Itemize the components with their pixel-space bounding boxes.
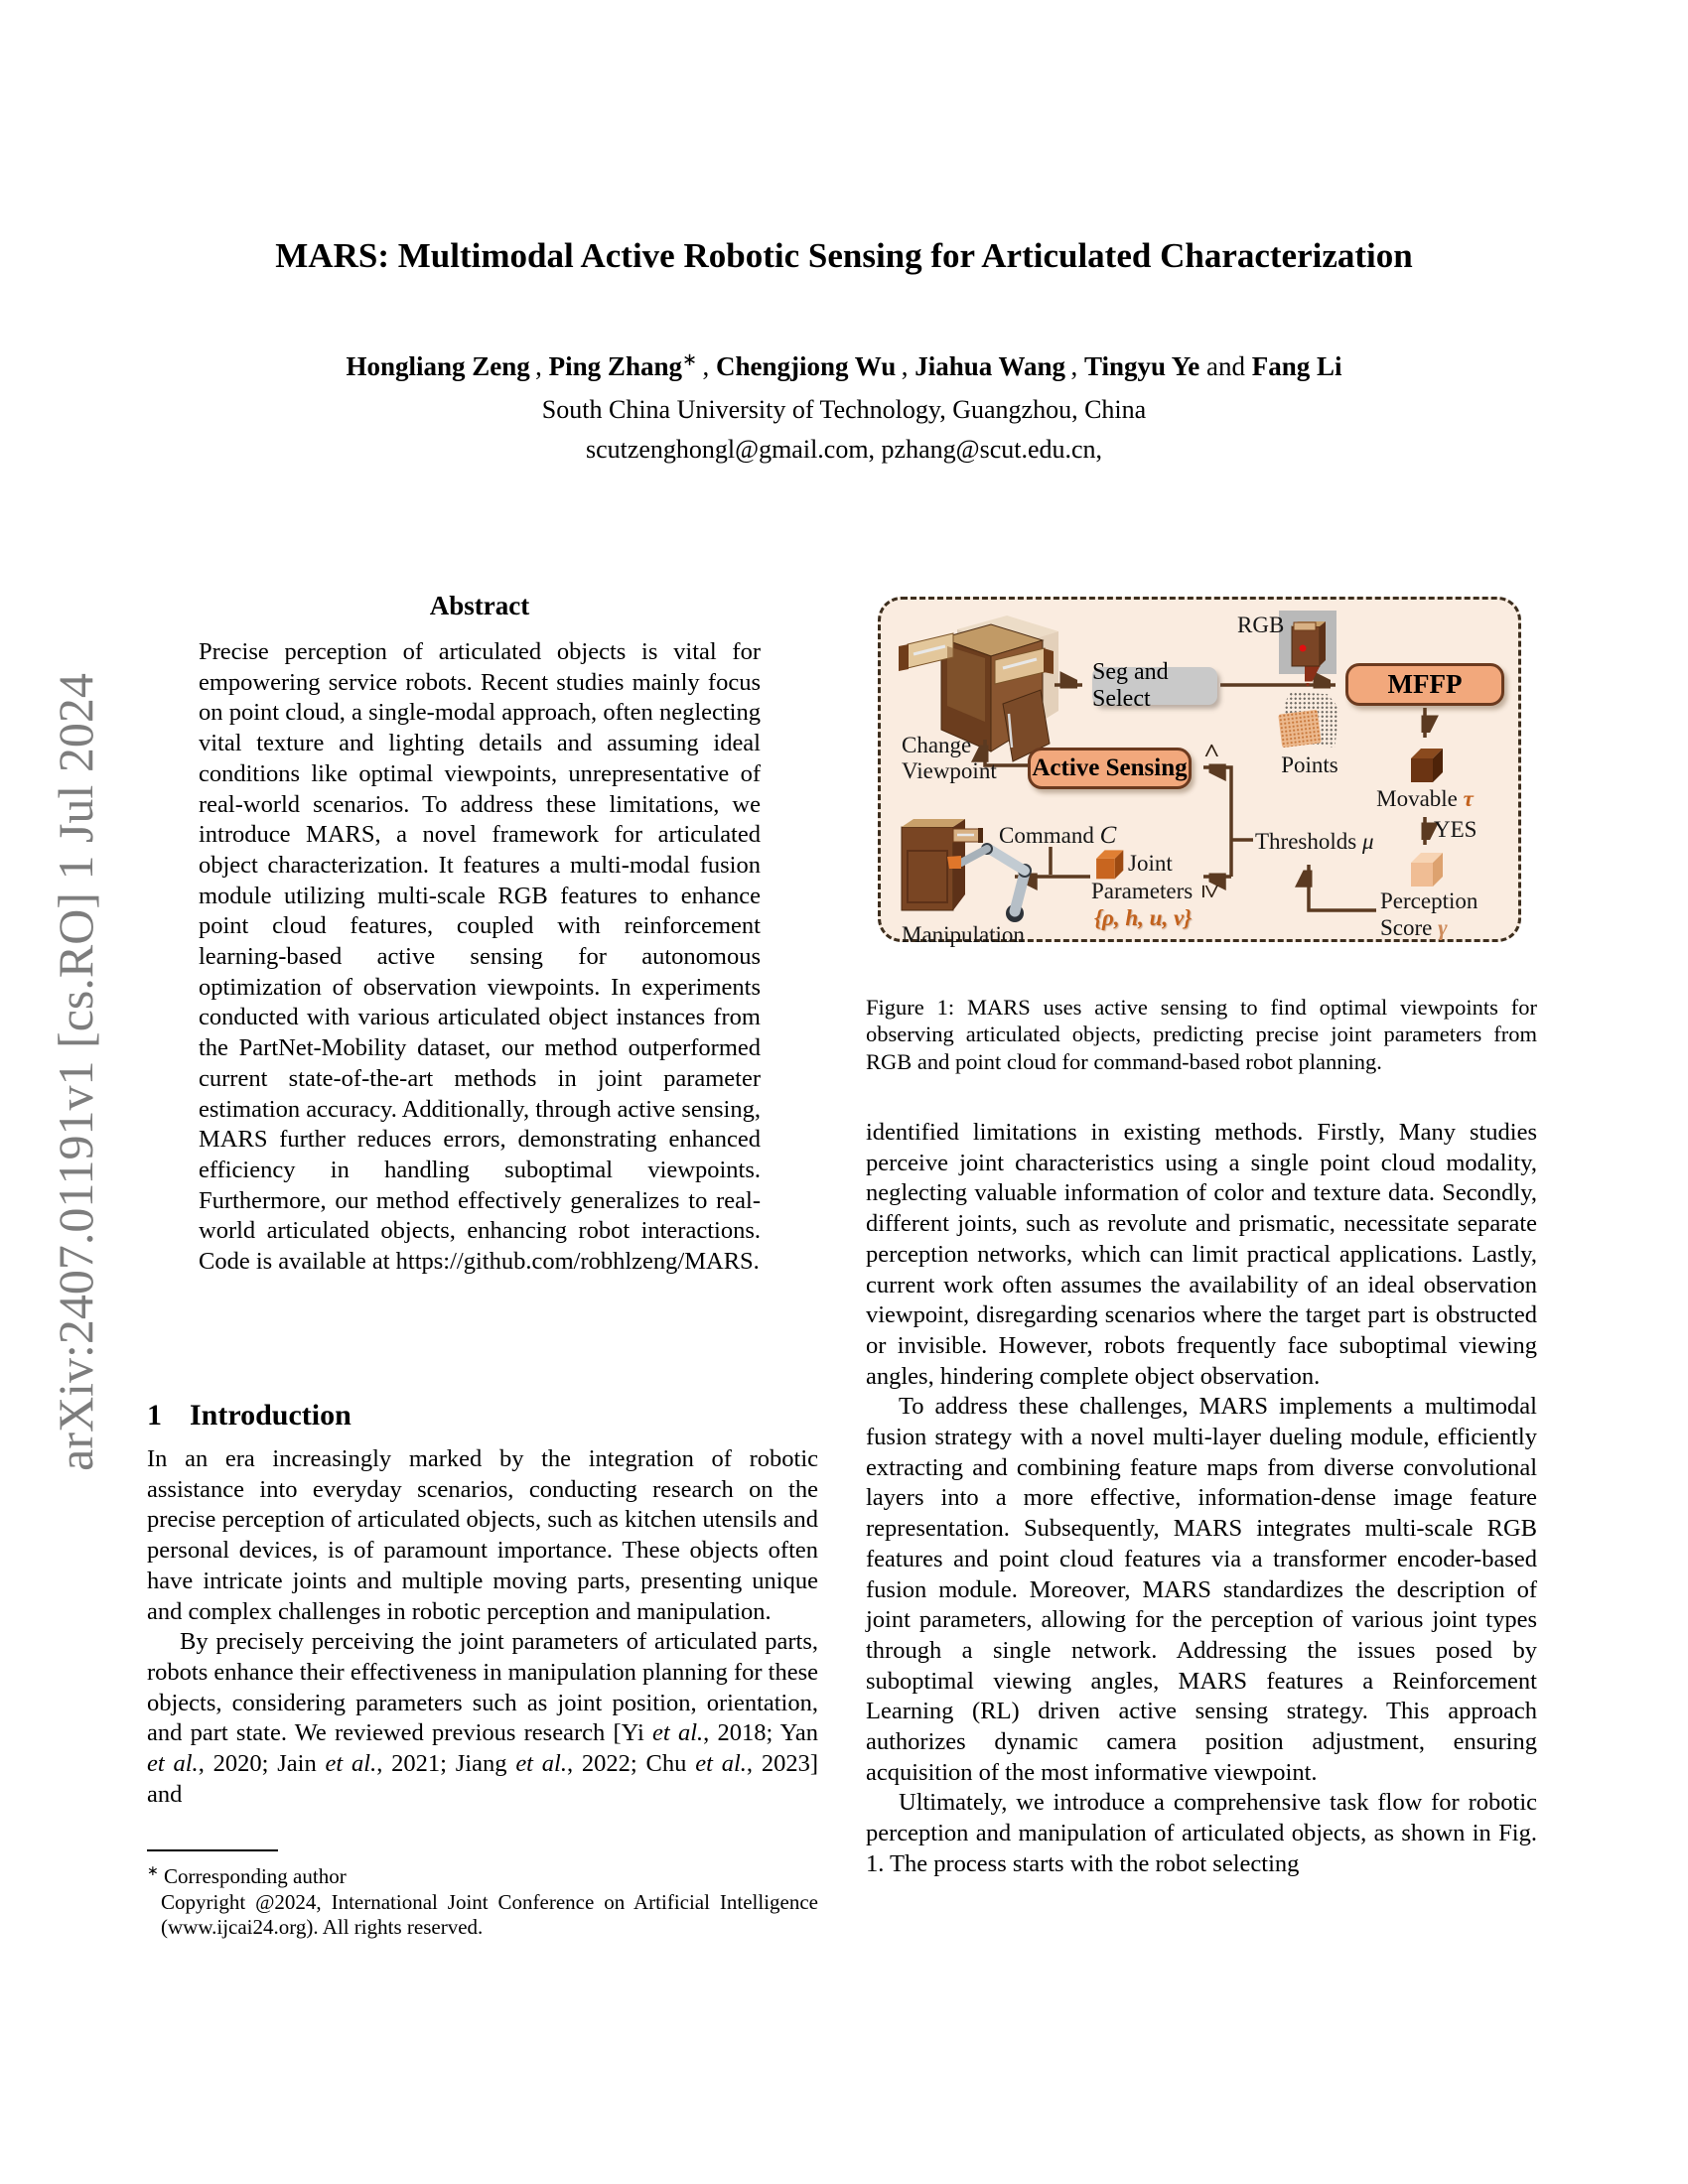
right-column (866, 591, 1537, 1980)
script-c-symbol: C (1099, 822, 1117, 849)
mffp-node: MFFP (1345, 663, 1504, 706)
manipulation-label: Manipulation (902, 922, 1025, 947)
section-number: 1 (147, 1399, 162, 1432)
right-paragraph-2: To address these challenges, MARS implements a multimodal fusion strategy with a novel multi-layer dueling module, efficiently extracting and combining feature maps from diverse convolutional layers into a more effective, information-dense image feature representation. Subsequently, MARS integrates multi-scale RGB features and point cloud features via a transformer encoder-based fusion module. Moreover, MARS standardizes the description of joint parameters, allowing for the perception of various joint types through a single network. Addressing the issues posed by suboptimal viewing angles, MARS features a Reinforcement Learning (RL) driven active sensing strategy. This approach authorizes dynamic camera position adjustment, ensuring acquisition of the most informative viewpoint. (866, 1393, 1537, 1786)
abstract-body: Precise perception of articulated objects is vital for empowering service robots. Recent studies mainly focus on point cloud, a single-modal approach, often neglecting vital texture and lighting details and assuming ideal conditions like optimal viewpoints, unrepresentative of real-world scenarios. To address these limitations, we introduce MARS, a novel framework for articulated object characterization. It features a multi-modal fusion module utilizing multi-scale RGB features to enhance point cloud features, coupled with reinforcement learning-based active sensing for autonomous optimization of observation viewpoints. In experiments conducted with various articulated object instances from the PartNet-Mobility dataset, our method outperformed current state-of-the-art methods in joint parameter estimation accuracy. Additionally, through active sensing, MARS further reduces errors, demonstrating enhanced efficiency in handling suboptimal viewpoints. Furthermore, our method effectively generalizes to real-world articulated objects, enhancing robot interactions. Code is available at https://github.com/robhlzeng/MARS. (199, 638, 761, 1276)
abstract-heading: Abstract (429, 591, 530, 620)
left-column (147, 591, 818, 1980)
point-cloud-illustration (1280, 692, 1339, 748)
section-heading-introduction (147, 1399, 352, 1433)
perception-label-line1: Perception (1380, 888, 1478, 913)
perception-cube-icon (1407, 849, 1443, 888)
arxiv-watermark: arXiv:2407.01191v1 [cs.RO] 1 Jul 2024 (48, 673, 103, 1471)
author-emails: scutzenghongl@gmail.com, pzhang@scut.edu.cn, (585, 435, 1103, 464)
joint-label-line2: Parameters (1091, 879, 1194, 903)
change-viewpoint-label-line2: Viewpoint (902, 758, 997, 783)
footnote-copyright: Copyright @2024, International Joint Conference on Artificial Intelligence (www.ijcai24.org). All rights reserved. (161, 1889, 818, 1939)
tau-symbol: τ (1463, 786, 1474, 811)
rgb-label: RGB (1237, 613, 1285, 637)
seg-and-select-node: Seg and Select (1092, 667, 1217, 705)
intro-paragraph-1: In an era increasingly marked by the integration of robotic assistance into everyday scenarios, conducting research on the precise perception of articulated objects, such as kitchen utensils and personal devices, is of paramount importance. These objects often have intricate joints and multiple moving parts, presenting unique and complex challenges in robotic perception and manipulation. (147, 1445, 818, 1625)
right-paragraph-1: identified limitations in existing methods. Firstly, Many studies perceive joint characteristics using a single point cloud modality, neglecting valuable information of color and texture data. Secondly, different joints, such as revolute and prismatic, necessitate separate perception networks, which can limit practical applications. Lastly, current work often assumes the availability of an ideal observation viewpoint, disregarding scenarios where the target part is obstructed or invisible. However, robots frequently face suboptimal viewing angles, hindering complete object observation. (866, 1119, 1537, 1390)
command-label: Command C (999, 822, 1117, 849)
figure1-caption: Figure 1: MARS uses active sensing to find optimal viewpoints for observing articulated objects, predicting precise joint parameters from RGB and point cloud for command-based robot planning. (866, 995, 1537, 1074)
section-title: Introduction (190, 1399, 352, 1432)
movable-label: Movable τ (1376, 786, 1474, 811)
page-title: MARS: Multimodal Active Robotic Sensing for Articulated Characterization (275, 236, 1413, 275)
active-sensing-node: Active Sensing (1028, 748, 1192, 789)
footnote-corresponding: ∗ Corresponding author (147, 1864, 347, 1888)
mu-symbol: μ (1361, 829, 1374, 854)
joint-label-line1: Joint (1128, 851, 1173, 876)
yes-label: YES (1434, 817, 1477, 842)
gamma-symbol: γ (1438, 915, 1448, 940)
change-viewpoint-label-line1: Change (902, 733, 972, 757)
footnote (147, 1849, 818, 1941)
introduction-body (147, 1444, 818, 1810)
greater-equal-symbol: ≥ (1196, 884, 1226, 899)
rgb-thumbnail (1279, 611, 1336, 674)
less-than-symbol: < (1196, 743, 1226, 758)
joint-parameters-cube-icon (1092, 847, 1124, 881)
joint-params-set-label: {ρ, h, u, v} (1094, 905, 1193, 930)
points-label: Points (1281, 752, 1338, 777)
intro-paragraph-2: By precisely perceiving the joint parameters of articulated parts, robots enhance their effectiveness in manipulation planning for these objects, considering parameters such as joint position, orientation, and part state. We reviewed previous research [Yi et al., 2018; Yan et al., 2020; Jain et al., 2021; Jiang et al., 2022; Chu et al., 2023] and (147, 1628, 819, 1808)
perception-label-line2: Score γ (1380, 915, 1448, 940)
authors-line: Hongliang Zeng , Ping Zhang∗ , Chengjiong Wu , Jiahua Wang , Tingyu Ye and Fang Li (346, 349, 1342, 381)
footnote-marker: ∗ (147, 1864, 159, 1879)
footnote-rule (147, 1849, 278, 1851)
movable-cube-icon (1407, 745, 1443, 784)
right-paragraph-3: Ultimately, we introduce a comprehensive task flow for robotic perception and manipulation of articulated objects, as shown in Fig. 1. The process starts with the robot selecting (866, 1789, 1537, 1877)
thresholds-label: Thresholds μ (1255, 829, 1374, 854)
right-column-body (866, 1118, 1537, 1880)
affiliation: South China University of Technology, Guangzhou, China (541, 395, 1147, 424)
